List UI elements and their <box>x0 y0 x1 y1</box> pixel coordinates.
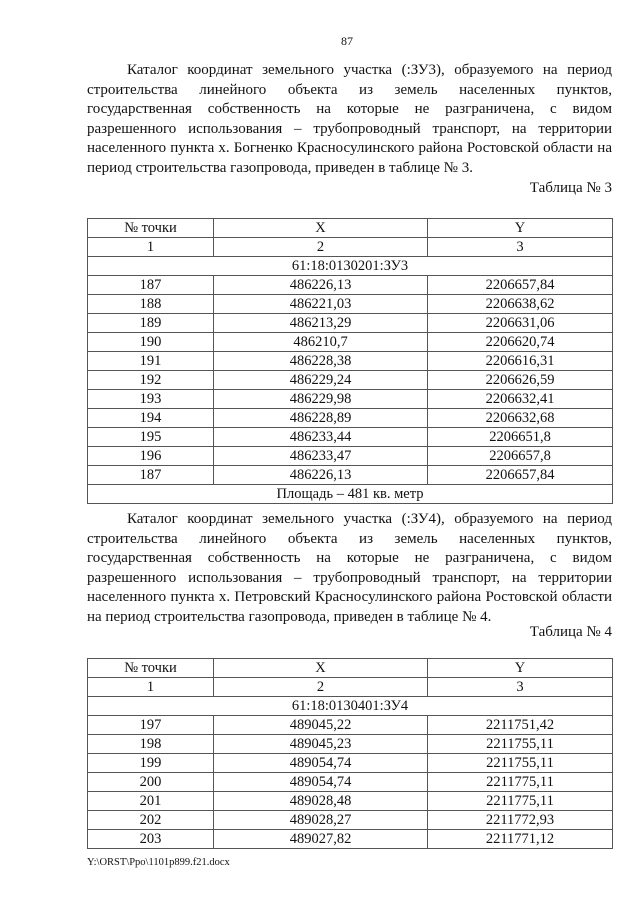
x-coordinate: 486226,13 <box>214 276 428 295</box>
x-coordinate: 486221,03 <box>214 295 428 314</box>
parcel-row <box>88 697 613 716</box>
x-coordinate: 486213,29 <box>214 314 428 333</box>
point-number: 195 <box>88 428 214 447</box>
y-coordinate: 2211775,11 <box>428 792 613 811</box>
y-coordinate: 2206657,84 <box>428 466 613 485</box>
col-num: 3 <box>428 238 613 257</box>
y-coordinate: 2211755,11 <box>428 754 613 773</box>
parcel-row <box>88 257 613 276</box>
header-y: Y <box>428 219 613 238</box>
point-number: 200 <box>88 773 214 792</box>
column-number-row <box>88 678 613 697</box>
table-row <box>88 428 613 447</box>
point-number: 192 <box>88 371 214 390</box>
file-path-footer: Y:\ORST\Ppo\1101p899.f21.docx <box>87 857 230 868</box>
col-num: 2 <box>214 678 428 697</box>
x-coordinate: 489028,48 <box>214 792 428 811</box>
y-coordinate: 2206651,8 <box>428 428 613 447</box>
table-row <box>88 792 613 811</box>
x-coordinate: 486210,7 <box>214 333 428 352</box>
table-row <box>88 333 613 352</box>
point-number: 196 <box>88 447 214 466</box>
x-coordinate: 486229,24 <box>214 371 428 390</box>
table-row <box>88 716 613 735</box>
y-coordinate: 2206632,41 <box>428 390 613 409</box>
area-row <box>88 485 613 504</box>
x-coordinate: 486233,44 <box>214 428 428 447</box>
point-number: 193 <box>88 390 214 409</box>
table-row <box>88 466 613 485</box>
x-coordinate: 489054,74 <box>214 773 428 792</box>
parcel-id: 61:18:0130401:ЗУ4 <box>88 697 613 716</box>
y-coordinate: 2206631,06 <box>428 314 613 333</box>
table-row <box>88 295 613 314</box>
table-row <box>88 447 613 466</box>
col-num: 1 <box>88 678 214 697</box>
table-zu4 <box>87 658 613 849</box>
point-number: 202 <box>88 811 214 830</box>
y-coordinate: 2206632,68 <box>428 409 613 428</box>
table3-caption: Таблица № 3 <box>529 180 612 196</box>
y-coordinate: 2206657,84 <box>428 276 613 295</box>
column-number-row <box>88 238 613 257</box>
x-coordinate: 486229,98 <box>214 390 428 409</box>
point-number: 188 <box>88 295 214 314</box>
point-number: 199 <box>88 754 214 773</box>
point-number: 198 <box>88 735 214 754</box>
x-coordinate: 489027,82 <box>214 830 428 849</box>
parcel-id: 61:18:0130201:ЗУ3 <box>88 257 613 276</box>
y-coordinate: 2206620,74 <box>428 333 613 352</box>
paragraph-zu3: Каталог координат земельного участка (:ЗУ3), образуемого на период строительства линейного объекта из земель населенных пунктов, государственная собственность на которые не разграничена, с видом разрешенного использования – трубопроводный транспорт, на территории населенного пункта х. Богненко Красносулинского района Ростовской области на период строительства газопровода, приведен в таблице № 3. <box>87 62 612 176</box>
y-coordinate: 2206657,8 <box>428 447 613 466</box>
y-coordinate: 2211755,11 <box>428 735 613 754</box>
y-coordinate: 2211771,12 <box>428 830 613 849</box>
x-coordinate: 489045,23 <box>214 735 428 754</box>
table-row <box>88 352 613 371</box>
table-row <box>88 773 613 792</box>
header-point: № точки <box>88 219 214 238</box>
x-coordinate: 486228,38 <box>214 352 428 371</box>
table-row <box>88 390 613 409</box>
header-point: № точки <box>88 659 214 678</box>
table-zu3 <box>87 218 613 504</box>
y-coordinate: 2206638,62 <box>428 295 613 314</box>
point-number: 201 <box>88 792 214 811</box>
area-value: Площадь – 481 кв. метр <box>88 485 613 504</box>
table-row <box>88 830 613 849</box>
point-number: 189 <box>88 314 214 333</box>
y-coordinate: 2211772,93 <box>428 811 613 830</box>
table-row <box>88 811 613 830</box>
col-num: 3 <box>428 678 613 697</box>
paragraph-zu4: Каталог координат земельного участка (:ЗУ4), образуемого на период строительства линейного объекта из земель населенных пунктов, государственная собственность на которые не разграничена, с видом разрешенного использования – трубопроводный транспорт, на территории населенного пункта х. Петровский Красносулинского района Ростовской области на период строительства газопровода, приведен в таблице № 4. <box>87 511 612 625</box>
point-number: 194 <box>88 409 214 428</box>
x-coordinate: 486226,13 <box>214 466 428 485</box>
x-coordinate: 486233,47 <box>214 447 428 466</box>
y-coordinate: 2206616,31 <box>428 352 613 371</box>
point-number: 190 <box>88 333 214 352</box>
table-row <box>88 371 613 390</box>
point-number: 203 <box>88 830 214 849</box>
col-num: 1 <box>88 238 214 257</box>
point-number: 187 <box>88 466 214 485</box>
page-number: 87 <box>341 34 353 48</box>
header-x: X <box>214 219 428 238</box>
table4-caption: Таблица № 4 <box>529 624 612 640</box>
point-number: 187 <box>88 276 214 295</box>
y-coordinate: 2206626,59 <box>428 371 613 390</box>
header-y: Y <box>428 659 613 678</box>
y-coordinate: 2211775,11 <box>428 773 613 792</box>
col-num: 2 <box>214 238 428 257</box>
table-header-row <box>88 659 613 678</box>
x-coordinate: 486228,89 <box>214 409 428 428</box>
header-x: X <box>214 659 428 678</box>
point-number: 191 <box>88 352 214 371</box>
table-row <box>88 276 613 295</box>
point-number: 197 <box>88 716 214 735</box>
y-coordinate: 2211751,42 <box>428 716 613 735</box>
table-row <box>88 409 613 428</box>
x-coordinate: 489028,27 <box>214 811 428 830</box>
x-coordinate: 489045,22 <box>214 716 428 735</box>
table-row <box>88 735 613 754</box>
x-coordinate: 489054,74 <box>214 754 428 773</box>
table-row <box>88 314 613 333</box>
table-header-row <box>88 219 613 238</box>
table-row <box>88 754 613 773</box>
